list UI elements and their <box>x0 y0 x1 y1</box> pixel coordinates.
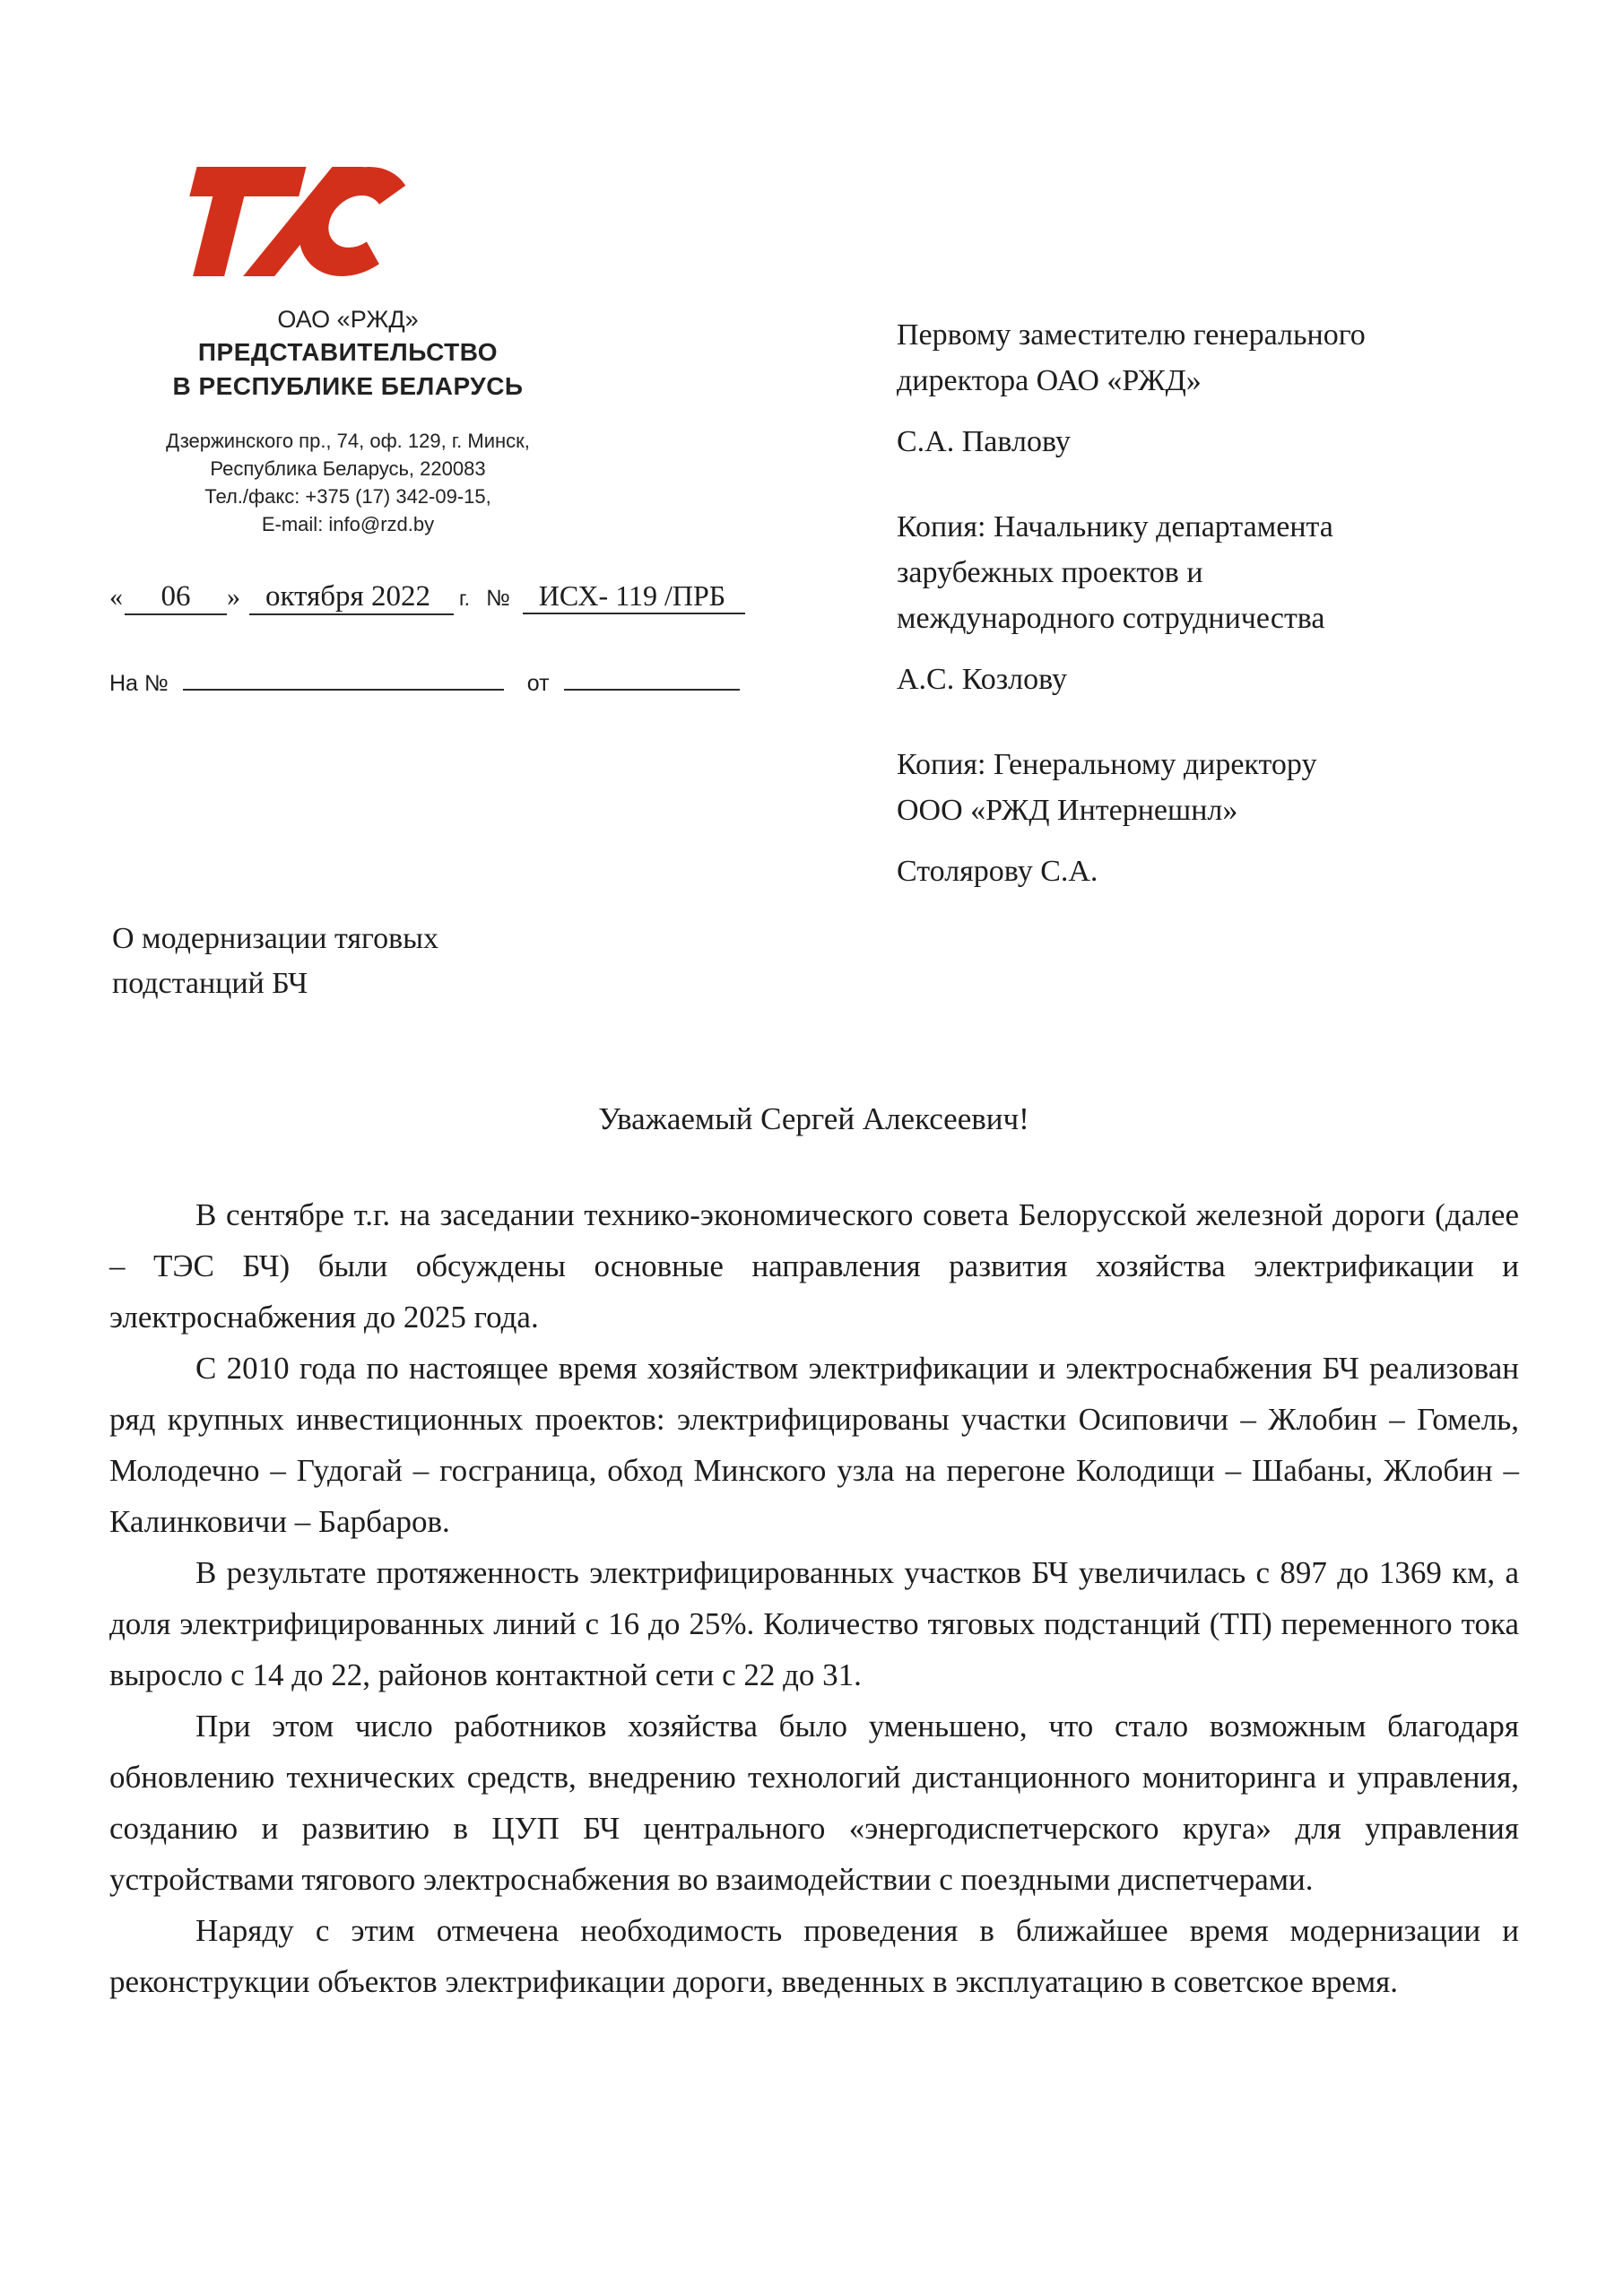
org-title-line2: В РЕСПУБЛИКЕ БЕЛАРУСЬ <box>172 372 524 400</box>
subject-line: О модернизации тяговых подстанций БЧ <box>112 922 439 1000</box>
letter-body <box>109 1189 1519 2007</box>
recipient-2-line-2: зарубежных проектов и <box>897 556 1203 589</box>
recipient-3-line-1: Копия: Генеральному директору <box>897 748 1317 781</box>
recipient-2-title <box>897 504 1538 641</box>
close-quote: » <box>227 582 240 612</box>
date-number-row <box>109 579 745 615</box>
address-line-3: Тел./факс: +375 (17) 342-09-15, <box>204 485 491 508</box>
org-address <box>115 427 581 538</box>
year-suffix-label: г. <box>458 587 470 610</box>
org-title-line1: ПРЕДСТАВИТЕЛЬСТВО <box>197 338 499 366</box>
recipient-3-title <box>897 742 1538 833</box>
recipient-1-name: С.А. Павлову <box>897 425 1071 458</box>
paragraph-2: С 2010 года по настоящее время хозяйством электрификации и электроснабжения БЧ реализован ряд крупных инвестиционных проектов: электрифицированы участки Осиповичи – Жлобин – Гомель, Молодечно – Гудогай – госграница, обход Минского узла на перегоне Колодищи – Шабаны, Жлобин – Калинковичи – Барбаров. <box>109 1351 1519 1539</box>
address-line-2: Республика Беларусь, 220083 <box>210 457 486 480</box>
paragraph-4: При этом число работников хозяйства было уменьшено, что стало возможным благодаря обновлению технических средств, внедрению технологий дистанционного мониторинга и управления, созданию и развитию в ЦУП БЧ центрального «энергодиспетчерского круга» для управления устройствами тягового электроснабжения во взаимодействии с поездными диспетчерами. <box>109 1709 1519 1897</box>
reply-label: На № <box>109 671 169 696</box>
paragraph-3: В результате протяженность электрифицированных участков БЧ увеличилась с 897 до 1369 км, а доля электрифицированных линий с 16 до 25%. Количество тяговых подстанций (ТП) переменного тока выросло с 14 до 22, районов контактной сети с 22 до 31. <box>109 1555 1519 1692</box>
recipient-2-line-1: Копия: Начальнику департамента <box>897 510 1333 544</box>
letterhead <box>115 303 581 538</box>
recipient-3-line-2: ООО «РЖД Интернешнл» <box>897 794 1238 827</box>
paragraph-1: В сентябре т.г. на заседании технико-экономического совета Белорусской железной дороги (далее – ТЭС БЧ) были обсуждены основные направления развития хозяйства электрификации и электроснабжения до 2025 года. <box>109 1197 1519 1335</box>
recipient-2-line-3: международного сотрудничества <box>897 602 1325 635</box>
date-day-field: 06 <box>125 580 227 615</box>
recipient-1-line-2: директора ОАО «РЖД» <box>897 364 1202 397</box>
address-line-1: Дзержинского пр., 74, оф. 129, г. Минск, <box>166 430 530 452</box>
reply-from-label: от <box>526 671 550 696</box>
recipient-1-title <box>897 312 1538 404</box>
rzd-logo-icon <box>148 133 408 281</box>
open-quote: « <box>109 582 123 612</box>
reply-number-blank <box>183 662 504 691</box>
recipients-block <box>897 312 1538 894</box>
recipient-3-name: Столярову С.А. <box>897 855 1098 888</box>
salutation: Уважаемый Сергей Алексеевич! <box>598 1101 1029 1136</box>
reply-reference-row <box>109 662 740 697</box>
recipient-2-name: А.С. Козлову <box>897 663 1068 696</box>
org-name: ОАО «РЖД» <box>277 306 419 333</box>
recipient-1-line-1: Первому заместителю генерального <box>897 318 1366 352</box>
reply-date-blank <box>564 662 740 691</box>
address-line-4: E-mail: info@rzd.by <box>261 513 435 535</box>
number-sign: № <box>485 586 510 611</box>
outgoing-number-field: ИСХ- 119 /ПРБ <box>523 579 745 614</box>
rzd-logo <box>148 133 408 281</box>
paragraph-5: Наряду с этим отмечена необходимость проведения в ближайшее время модернизации и реконструкции объектов электрификации дороги, введенных в эксплуатацию в советское время. <box>109 1913 1519 1999</box>
date-month-field: октября 2022 <box>249 580 454 615</box>
